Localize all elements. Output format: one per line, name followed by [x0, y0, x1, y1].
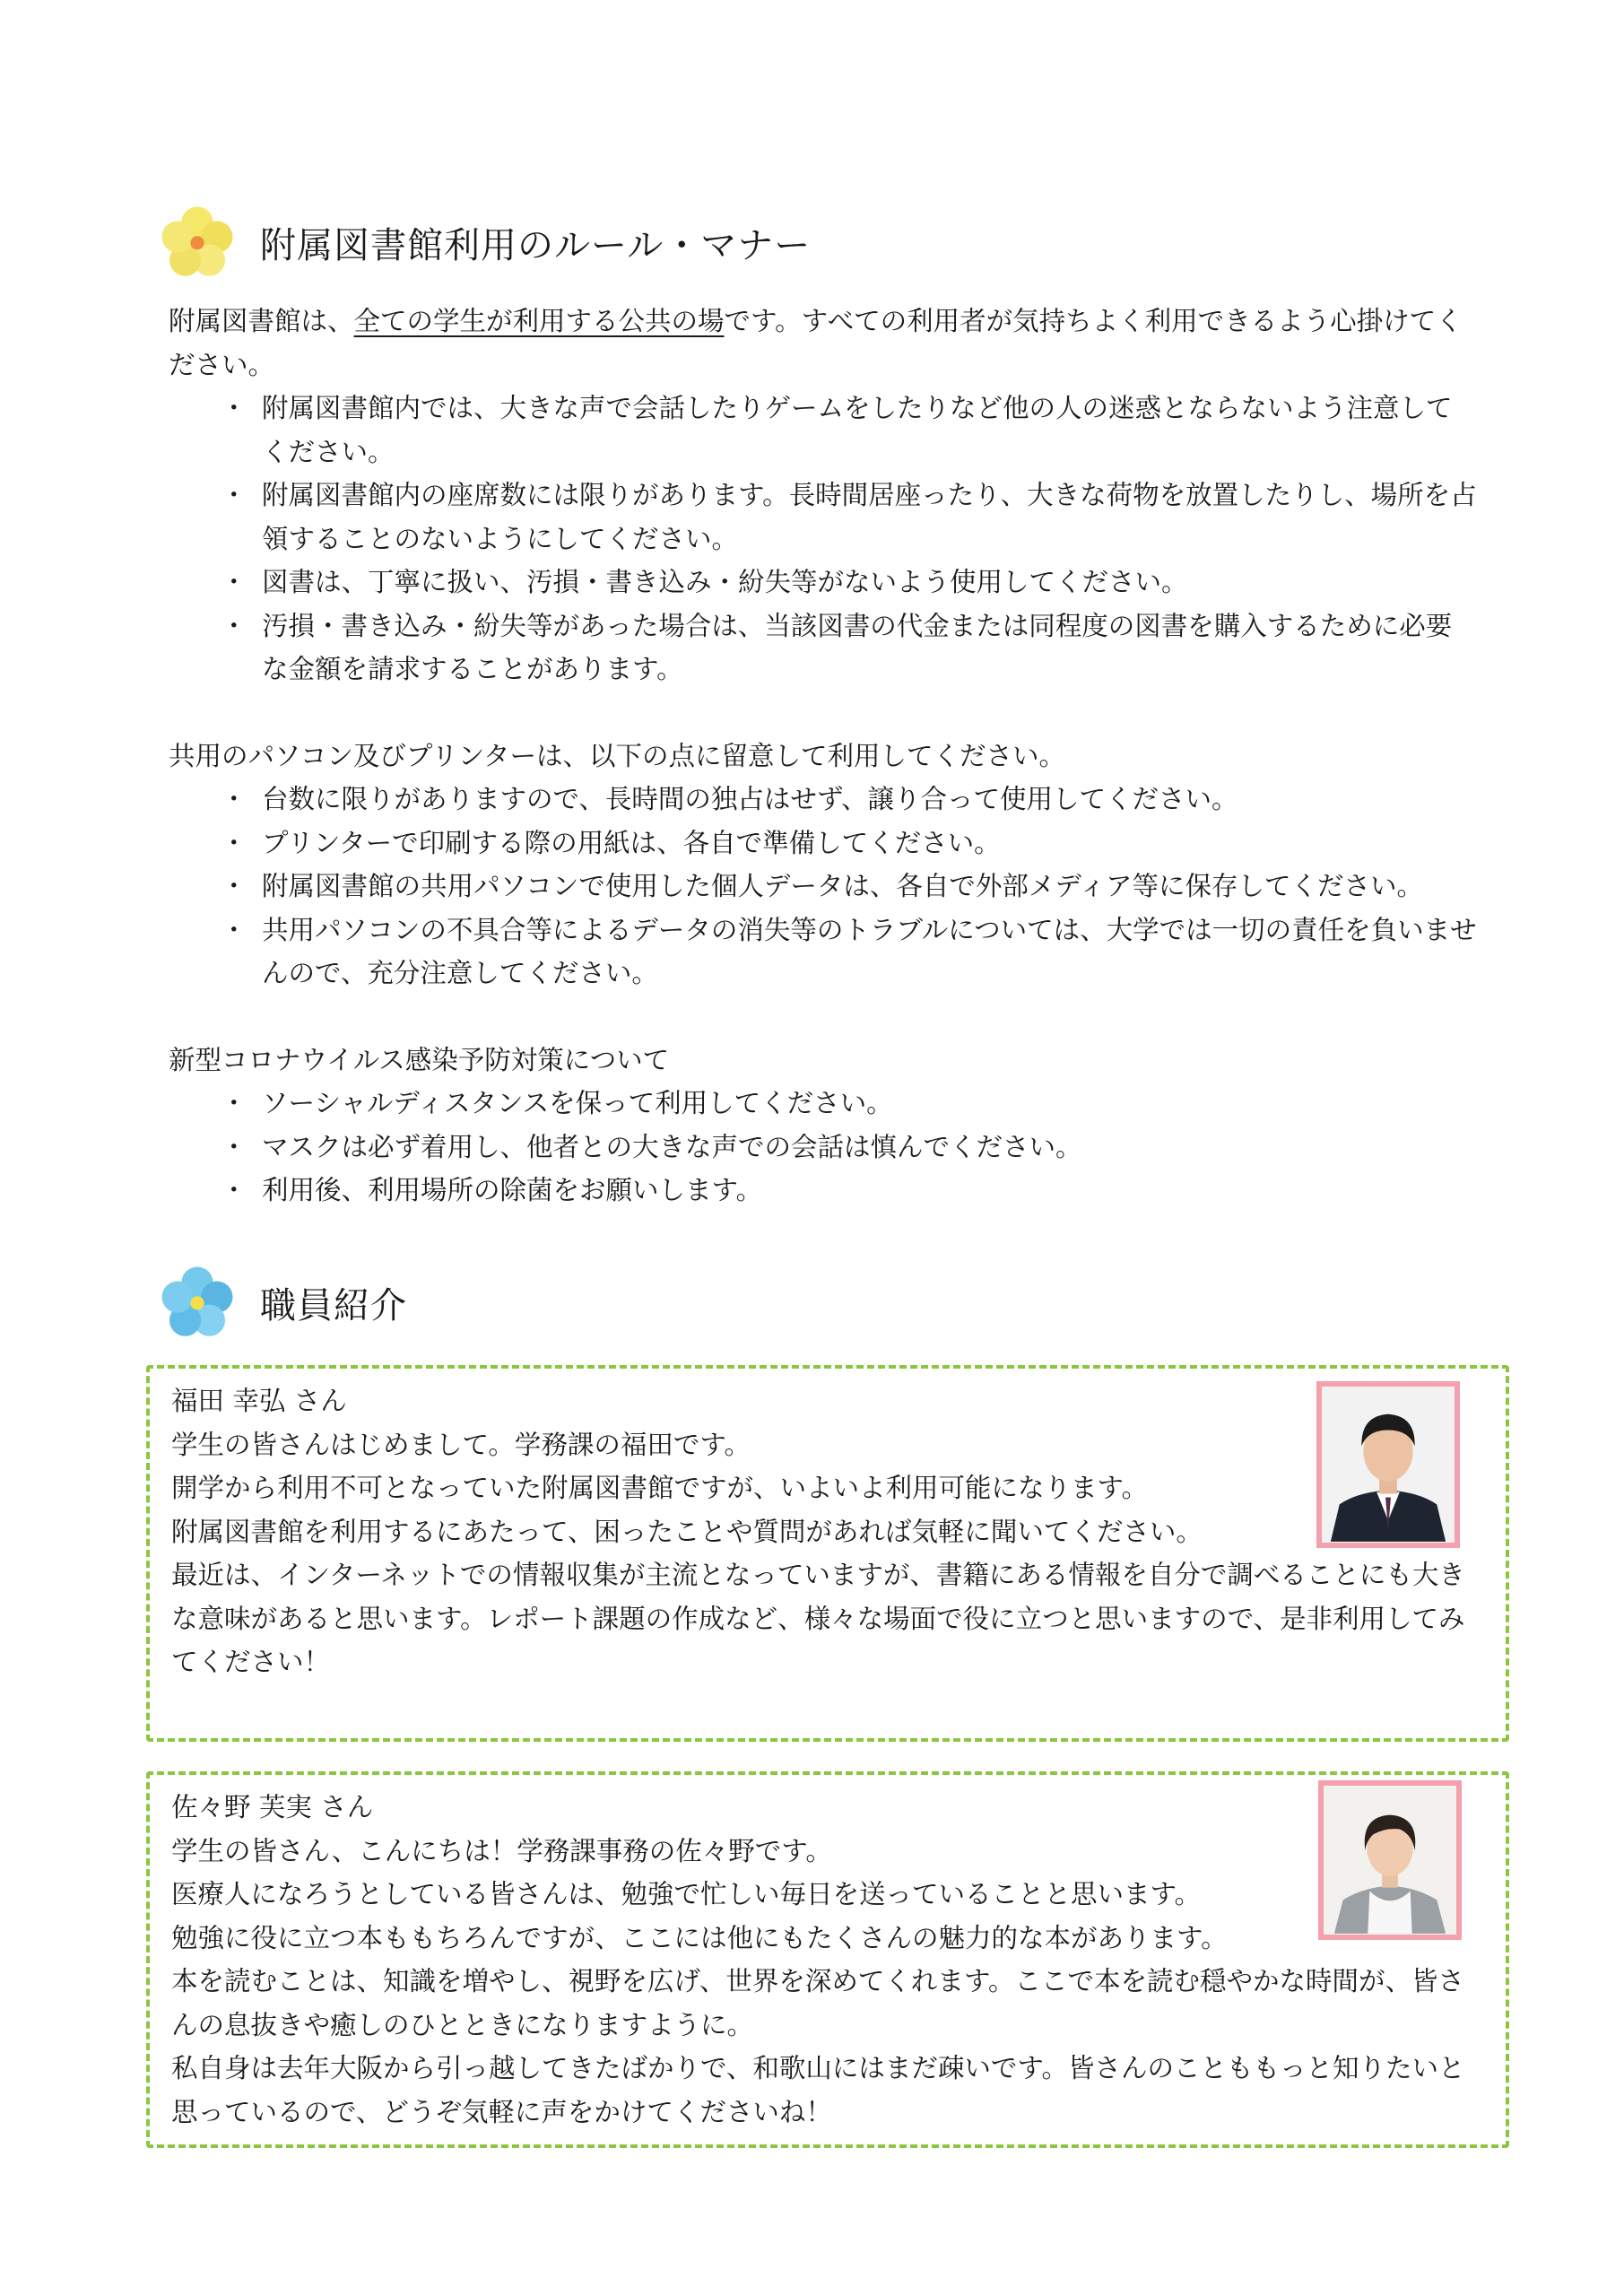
list-item: ・ 共用パソコンの不具合等によるデータの消失等のトラブルについては、大学では一切の責任を負いませんので、充分注意してください。 — [204, 909, 1478, 996]
list-item: ・ ソーシャルディスタンスを保って利用してください。 — [204, 1082, 1478, 1126]
staff-card-sasano — [146, 1771, 1509, 2148]
general-rules-group — [169, 300, 1478, 691]
pc-rules-group — [169, 735, 1478, 996]
staff-photo-female — [1318, 1780, 1462, 1940]
rules-intro — [169, 300, 1478, 387]
staff-message-line: 学生の皆さんはじめまして。学務課の福田です。 — [171, 1429, 751, 1460]
female-portrait-icon — [1324, 1786, 1456, 1935]
yellow-flower-icon — [160, 204, 235, 280]
list-item: ・ 汚損・書き込み・紛失等があった場合は、当該図書の代金または同程度の図書を購入するために必要な金額を請求することがあります。 — [204, 604, 1478, 691]
list-item: ・ 台数に限りがありますので、長時間の独占はせず、譲り合って使用してください。 — [204, 778, 1478, 822]
staff-section-header — [160, 1265, 407, 1340]
list-item: ・ 附属図書館内の座席数には限りがあります。長時間居座ったり、大きな荷物を放置したりし、場所を占領することのないようにしてください。 — [204, 474, 1478, 561]
rules-section-header — [160, 204, 811, 280]
blue-flower-icon — [160, 1265, 235, 1340]
staff-message-line: 学生の皆さん、こんにちは！学務課事務の佐々野です。 — [171, 1835, 832, 1866]
list-item: ・ マスクは必ず着用し、他者との大きな声での会話は慎んでください。 — [204, 1126, 1478, 1170]
staff-message-line: 附属図書館を利用するにあたって、困ったことや質問があれば気軽に聞いてください。 — [171, 1516, 1203, 1547]
staff-message-line: 勉強に役に立つ本ももちろんですが、ここには他にもたくさんの魅力的な本があります。 — [171, 1922, 1228, 1953]
list-item: ・ 図書は、丁寧に扱い、汚損・書き込み・紛失等がないよう使用してください。 — [204, 561, 1478, 604]
pc-intro: 共用のパソコン及びプリンターは、以下の点に留意して利用してください。 — [169, 740, 1066, 771]
staff-photo-male — [1316, 1381, 1460, 1548]
staff-title: 職員紹介 — [260, 1284, 407, 1326]
staff-message-line: 私自身は去年大阪から引っ越してきたばかりで、和歌山にはまだ疎いです。皆さんのことももっと知りたいと思っているので、どうぞ気軽に声をかけてくださいね！ — [171, 2053, 1465, 2127]
rules-intro-after: です。すべての利用者が気持ちよく利用できるよう心掛けてください。 — [169, 306, 1463, 380]
rules-intro-underline: 全ての学生が利用する公共の場 — [353, 306, 725, 336]
covid-list — [169, 1082, 1478, 1213]
staff-name: 佐々野 芙実 さん — [171, 1792, 374, 1822]
rules-intro-before: 附属図書館は、 — [169, 306, 354, 336]
covid-rules-group — [169, 1039, 1478, 1213]
staff-message-line: 開学から利用不可となっていた附属図書館ですが、いよいよ利用可能になります。 — [171, 1473, 1149, 1503]
list-item: ・ 利用後、利用場所の除菌をお願いします。 — [204, 1169, 1478, 1213]
rules-body — [169, 300, 1478, 1256]
staff-message-line: 本を読むことは、知識を増やし、視野を広げ、世界を深めてくれます。ここで本を読む穏やかな時間が、皆さんの息抜きや癒しのひとときになりますように。 — [171, 1966, 1464, 2040]
staff-message-line: 医療人になろうとしている皆さんは、勉強で忙しい毎日を送っていることと思います。 — [171, 1879, 1202, 1909]
list-item: ・ 附属図書館の共用パソコンで使用した個人データは、各自で外部メディア等に保存してください。 — [204, 865, 1478, 909]
rules-list — [169, 387, 1478, 691]
staff-card-text — [171, 1379, 1489, 1684]
rules-title: 附属図書館利用のルール・マナー — [260, 224, 812, 266]
staff-name: 福田 幸弘 さん — [171, 1386, 347, 1416]
list-item: ・ プリンターで印刷する際の用紙は、各自で準備してください。 — [204, 822, 1478, 865]
staff-card-text — [171, 1786, 1489, 2134]
staff-message-line: 最近は、インターネットでの情報収集が主流となっていますが、書籍にある情報を自分で調べることにも大きな意味があると思います。レポート課題の作成など、様々な場面で役に立つと思いますので、是非利用してみてください！ — [171, 1560, 1465, 1677]
pc-list — [169, 778, 1478, 996]
male-portrait-icon — [1322, 1387, 1455, 1543]
list-item: ・ 附属図書館内では、大きな声で会話したりゲームをしたりなど他の人の迷惑とならないよう注意してください。 — [204, 387, 1478, 474]
covid-intro: 新型コロナウイルス感染予防対策について — [169, 1044, 670, 1075]
staff-card-fukuda — [146, 1365, 1509, 1742]
